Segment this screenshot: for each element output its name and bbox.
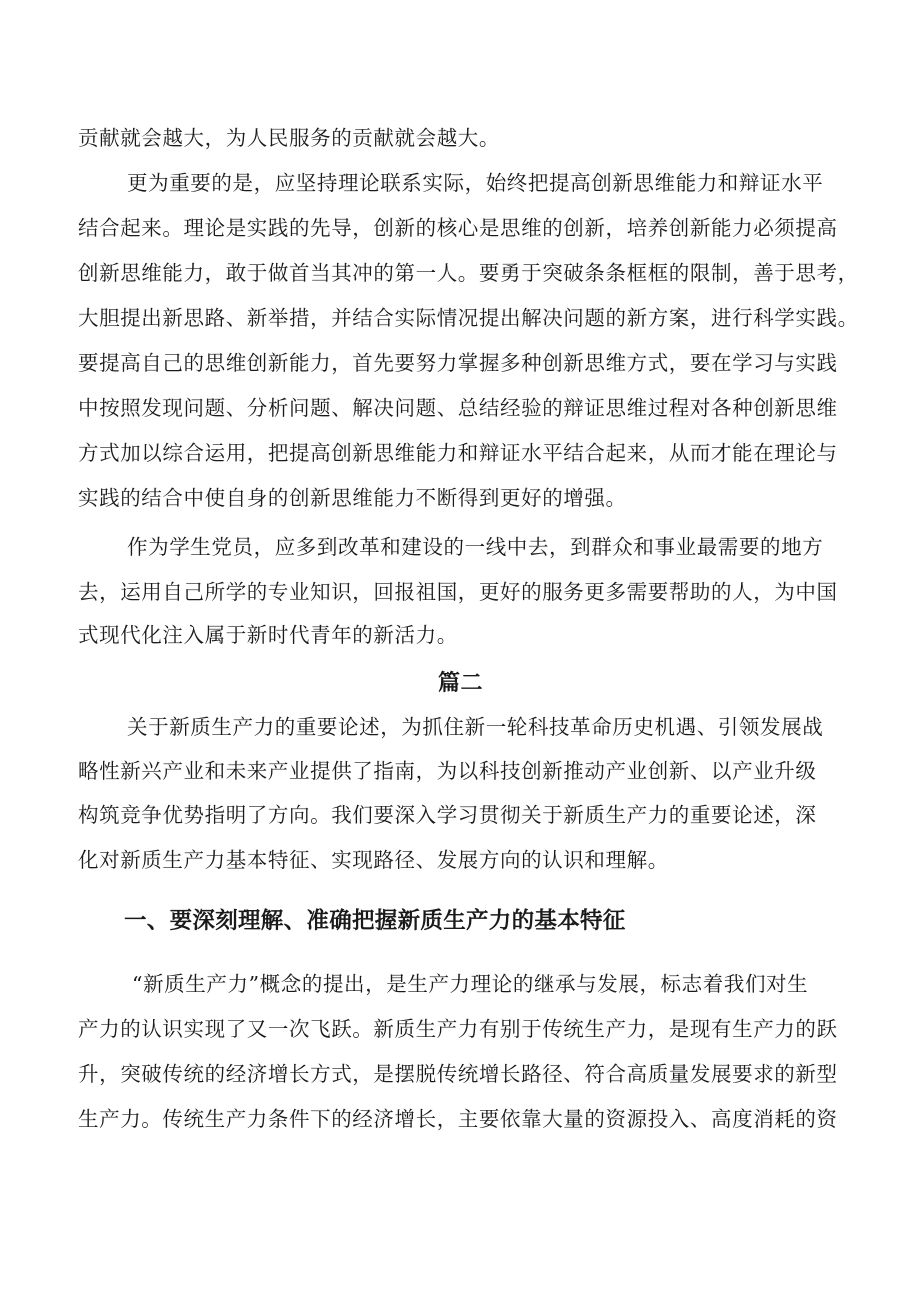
section-title: 篇二 bbox=[438, 671, 484, 696]
paragraph-line: 实践的结合中使自身的创新思维能力不断得到更好的增强。 bbox=[78, 486, 627, 510]
paragraph-line: 更为重要的是，应坚持理论联系实际，始终把提高创新思维能力和辩证水平 bbox=[127, 171, 824, 195]
paragraph-line: 化对新质生产力基本特征、实现路径、发展方向的认识和理解。 bbox=[78, 848, 669, 872]
paragraph-line: 式现代化注入属于新时代青年的新活力。 bbox=[78, 623, 458, 647]
paragraph-line: 构筑竞争优势指明了方向。我们要深入学习贯彻关于新质生产力的重要论述，深 bbox=[78, 803, 817, 827]
paragraph-line: 生产力。传统生产力条件下的经济增长，主要依靠大量的资源投入、高度消耗的资 bbox=[78, 1107, 838, 1131]
paragraph-line: 产力的认识实现了又一次飞跃。新质生产力有别于传统生产力，是现有生产力的跃 bbox=[78, 1017, 838, 1041]
section-heading: 一、要深刻理解、准确把握新质生产力的基本特征 bbox=[124, 908, 626, 934]
paragraph-line: 大胆提出新思路、新举措，并结合实际情况提出解决问题的新方案，进行科学实践。 bbox=[78, 306, 859, 330]
paragraph-line: “新质生产力”概念的提出，是生产力理论的继承与发展，标志着我们对生 bbox=[132, 972, 809, 996]
paragraph-line: 中按照发现问题、分析问题、解决问题、总结经验的辩证思维过程对各种创新思维 bbox=[78, 396, 838, 420]
paragraph-line: 方式加以综合运用，把提高创新思维能力和辩证水平结合起来，从而才能在理论与 bbox=[78, 441, 838, 465]
paragraph-line: 略性新兴产业和未来产业提供了指南，为以科技创新推动产业创新、以产业升级 bbox=[78, 759, 817, 783]
paragraph-line: 作为学生党员，应多到改革和建设的一线中去，到群众和事业最需要的地方 bbox=[127, 535, 824, 559]
paragraph-line: 贡献就会越大，为人民服务的贡献就会越大。 bbox=[78, 126, 500, 150]
paragraph-line: 创新思维能力，敢于做首当其冲的第一人。要勇于突破条条框框的限制，善于思考， bbox=[78, 261, 859, 285]
paragraph-line: 关于新质生产力的重要论述，为抓住新一轮科技革命历史机遇、引领发展战 bbox=[127, 715, 824, 739]
paragraph-line: 去，运用自己所学的专业知识，回报祖国，更好的服务更多需要帮助的人，为中国 bbox=[78, 580, 838, 604]
paragraph-line: 结合起来。理论是实践的先导，创新的核心是思维的创新，培养创新能力必须提高 bbox=[78, 216, 838, 240]
paragraph-line: 升，突破传统的经济增长方式，是摆脱传统增长路径、符合高质量发展要求的新型 bbox=[78, 1062, 838, 1086]
paragraph-line: 要提高自己的思维创新能力，首先要努力掌握多种创新思维方式，要在学习与实践 bbox=[78, 351, 838, 375]
